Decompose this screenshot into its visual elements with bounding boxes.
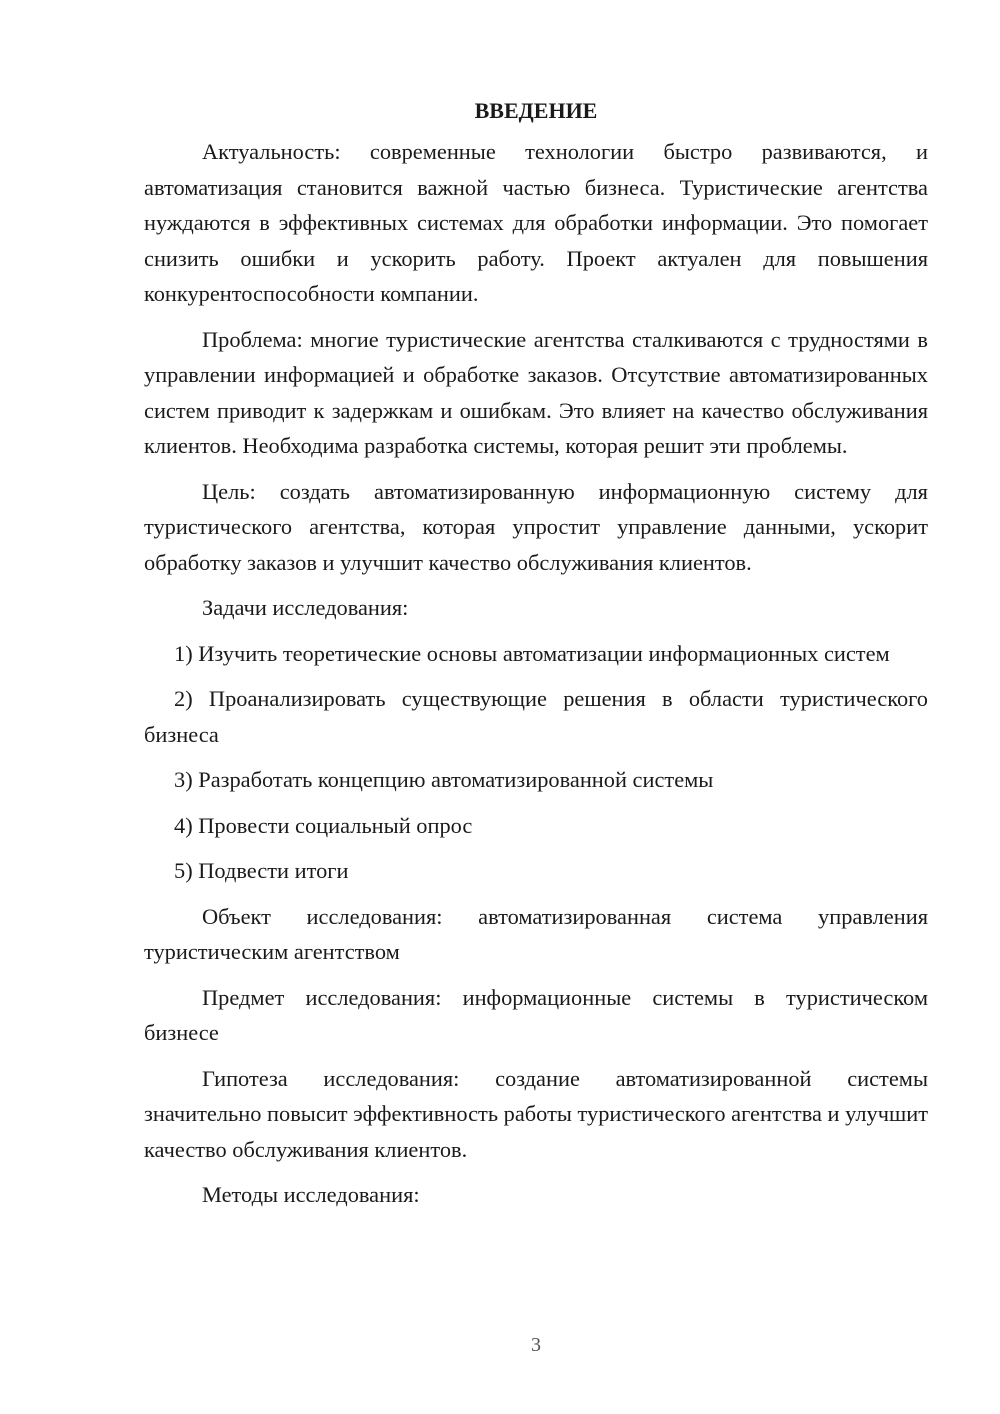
task-item-4: 4) Провести социальный опрос <box>174 812 473 838</box>
paragraph-subject: Предмет исследования: информационные системы в туристическом бизнесе <box>144 984 928 1045</box>
page-title: ВВЕДЕНИЕ <box>474 98 598 123</box>
task-item-1: 1) Изучить теоретические основы автоматизации информационных систем <box>174 640 890 666</box>
page-number: 3 <box>531 1334 541 1356</box>
paragraph-hypothesis: Гипотеза исследования: создание автоматизированной системы значительно повысит эффективность работы туристического агентства и улучшит качество обслуживания клиентов. <box>144 1065 928 1162</box>
paragraph-goal: Цель: создать автоматизированную информационную систему для туристического агентства, которая упростит управление данными, ускорит обработку заказов и улучшит качество обслуживания клиентов. <box>144 478 928 575</box>
paragraph-relevance: Актуальность: современные технологии быстро развиваются, и автоматизация становится важной частью бизнеса. Туристические агентства нуждаются в эффективных системах для обработки информации. Это помогает снизить ошибки и ускорить работу. Проект актуален для повышения конкурентоспособности компании. <box>144 139 928 306</box>
task-item-3: 3) Разработать концепцию автоматизированной системы <box>174 767 714 792</box>
task-item-5: 5) Подвести итоги <box>174 858 349 883</box>
document-page <box>144 88 928 1223</box>
paragraph-object: Объект исследования: автоматизированная система управления туристическим агентством <box>144 903 928 964</box>
paragraph-methods: Методы исследования: <box>202 1182 420 1207</box>
tasks-heading: Задачи исследования: <box>202 595 409 620</box>
paragraph-problem: Проблема: многие туристические агентства сталкиваются с трудностями в управлении информацией и обработке заказов. Отсутствие автоматизированных систем приводит к задержкам и ошибкам. Это влияет на качество обслуживания клиентов. Необходима разработка системы, которая решит эти проблемы. <box>144 326 928 458</box>
task-item-2: 2) Проанализировать существующие решения в области туристического бизнеса <box>144 686 928 747</box>
